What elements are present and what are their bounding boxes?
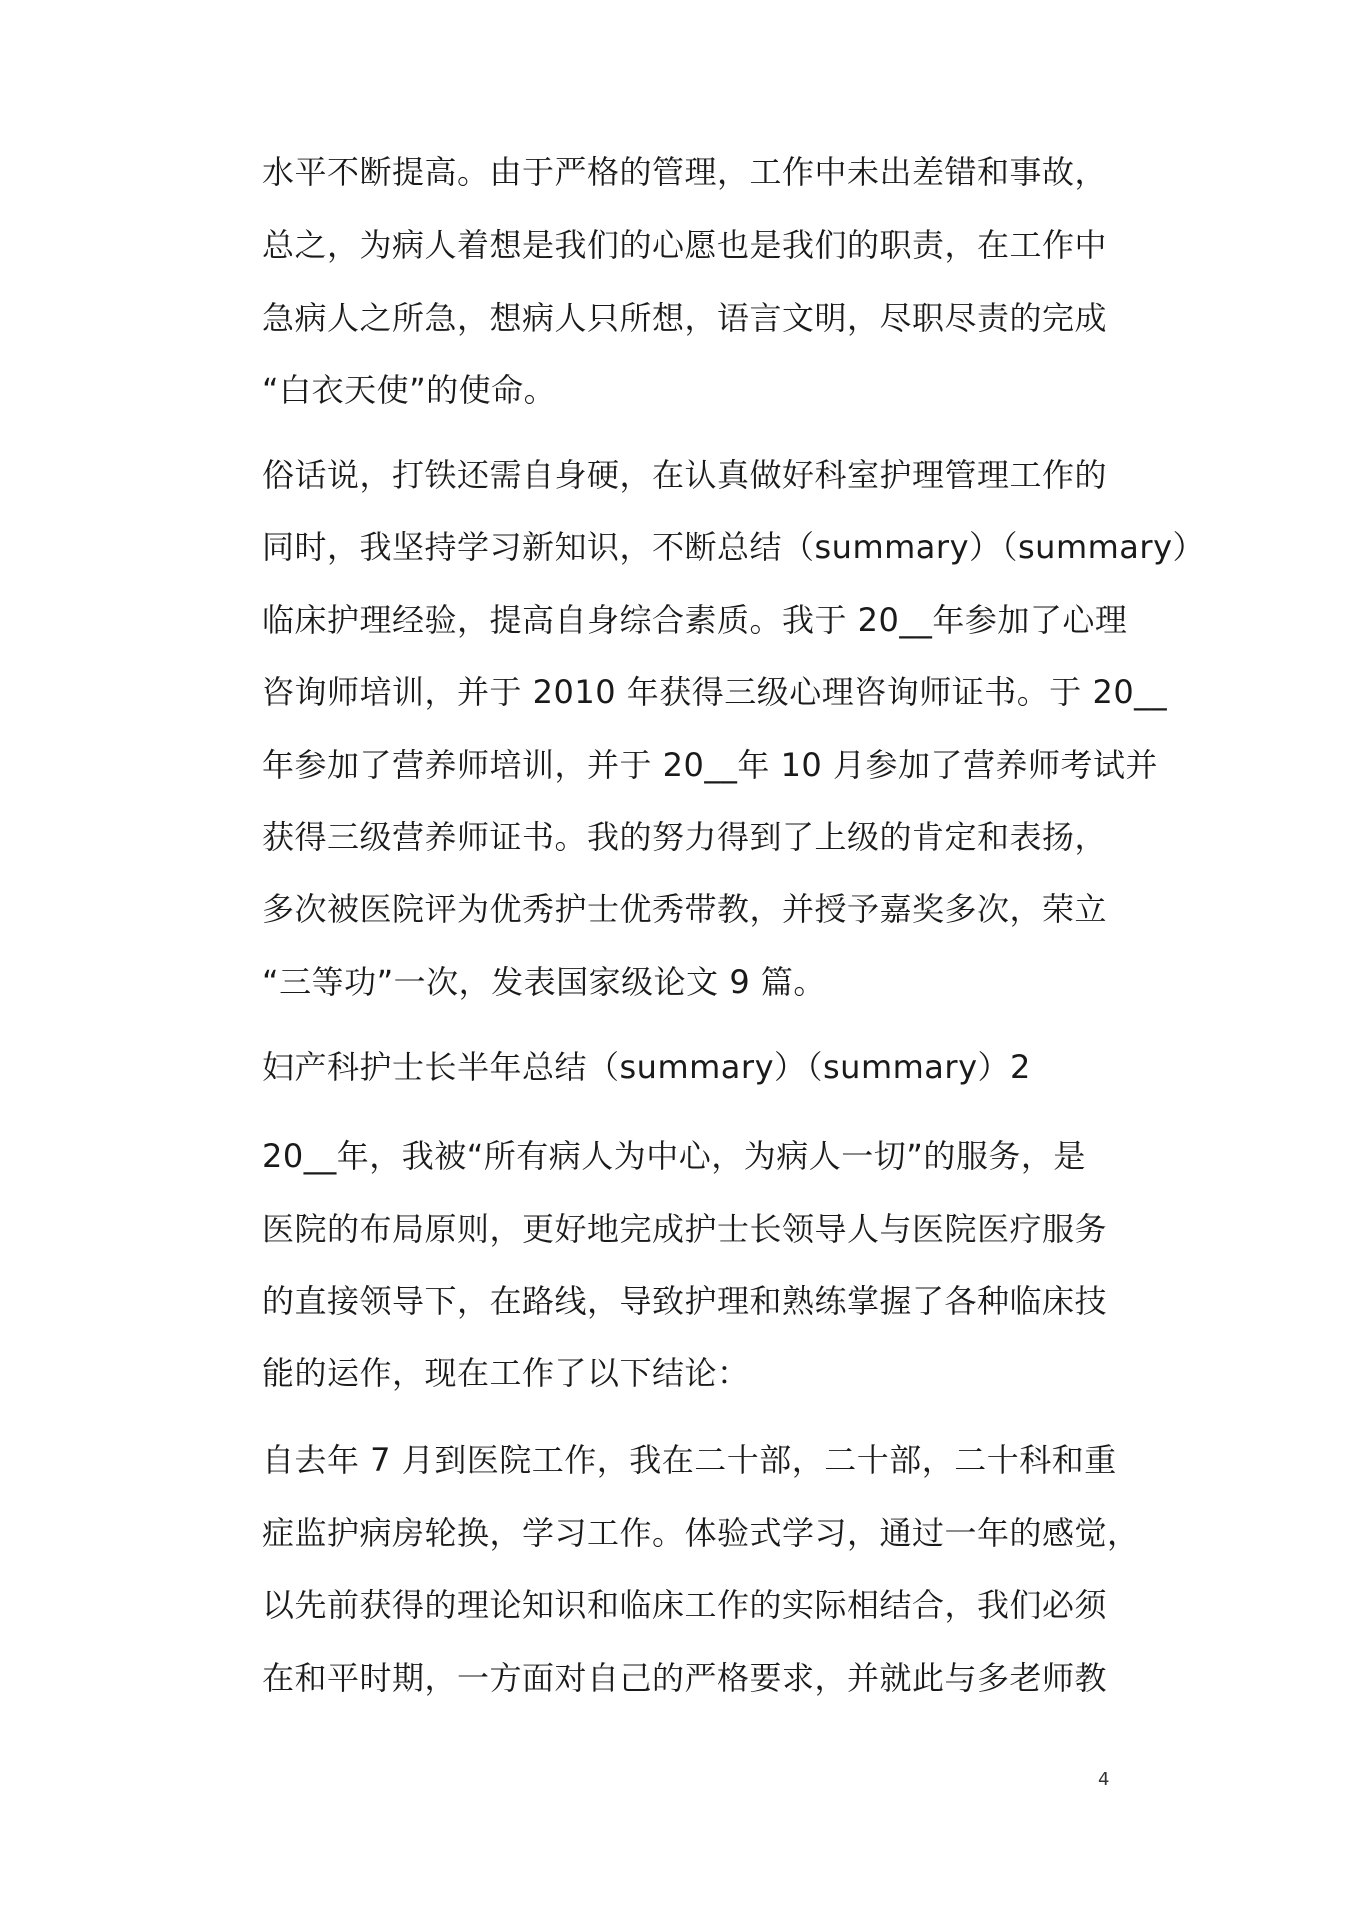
section-heading: 妇产科护士长半年总结（summary）（summary）2 xyxy=(262,1048,1031,1086)
page-number: 4 xyxy=(1098,1769,1110,1790)
text-line: 获得三级营养师证书。我的努力得到了上级的肯定和表扬， xyxy=(262,818,1108,856)
text-line: 年参加了营养师培训，并于 20__年 10 月参加了营养师考试并 xyxy=(262,746,1158,784)
text-line: 急病人之所急，想病人只所想，语言文明，尽职尽责的完成 xyxy=(262,299,1108,337)
text-line: 总之，为病人着想是我们的心愿也是我们的职责，在工作中 xyxy=(262,226,1108,264)
text-line: 能的运作，现在工作了以下结论： xyxy=(262,1354,750,1392)
text-line: 咨询师培训，并于 2010 年获得三级心理咨询师证书。于 20__ xyxy=(262,673,1168,711)
text-line: 自去年 7 月到医院工作，我在二十部，二十部，二十科和重 xyxy=(262,1441,1117,1479)
text-line: 在和平时期，一方面对自己的严格要求，并就此与多老师教 xyxy=(262,1659,1108,1697)
text-line: 的直接领导下，在路线，导致护理和熟练掌握了各种临床技 xyxy=(262,1282,1108,1320)
text-line: “白衣天使”的使命。 xyxy=(262,371,557,409)
text-line: 多次被医院评为优秀护士优秀带教，并授予嘉奖多次，荣立 xyxy=(262,890,1108,928)
text-line: “三等功”一次，发表国家级论文 9 篇。 xyxy=(262,963,826,1001)
text-line: 以先前获得的理论知识和临床工作的实际相结合，我们必须 xyxy=(262,1586,1108,1624)
text-line: 20__年，我被“所有病人为中心，为病人一切”的服务，是 xyxy=(262,1137,1086,1175)
text-line: 水平不断提高。由于严格的管理，工作中未出差错和事故， xyxy=(262,153,1108,191)
text-line: 临床护理经验，提高自身综合素质。我于 20__年参加了心理 xyxy=(262,601,1128,639)
text-line: 症监护病房轮换，学习工作。体验式学习，通过一年的感觉， xyxy=(262,1514,1140,1552)
text-line: 俗话说，打铁还需自身硬，在认真做好科室护理管理工作的 xyxy=(262,456,1108,494)
text-line: 医院的布局原则，更好地完成护士长领导人与医院医疗服务 xyxy=(262,1210,1108,1248)
text-line: 同时，我坚持学习新知识，不断总结（summary）（summary） xyxy=(262,528,1206,566)
